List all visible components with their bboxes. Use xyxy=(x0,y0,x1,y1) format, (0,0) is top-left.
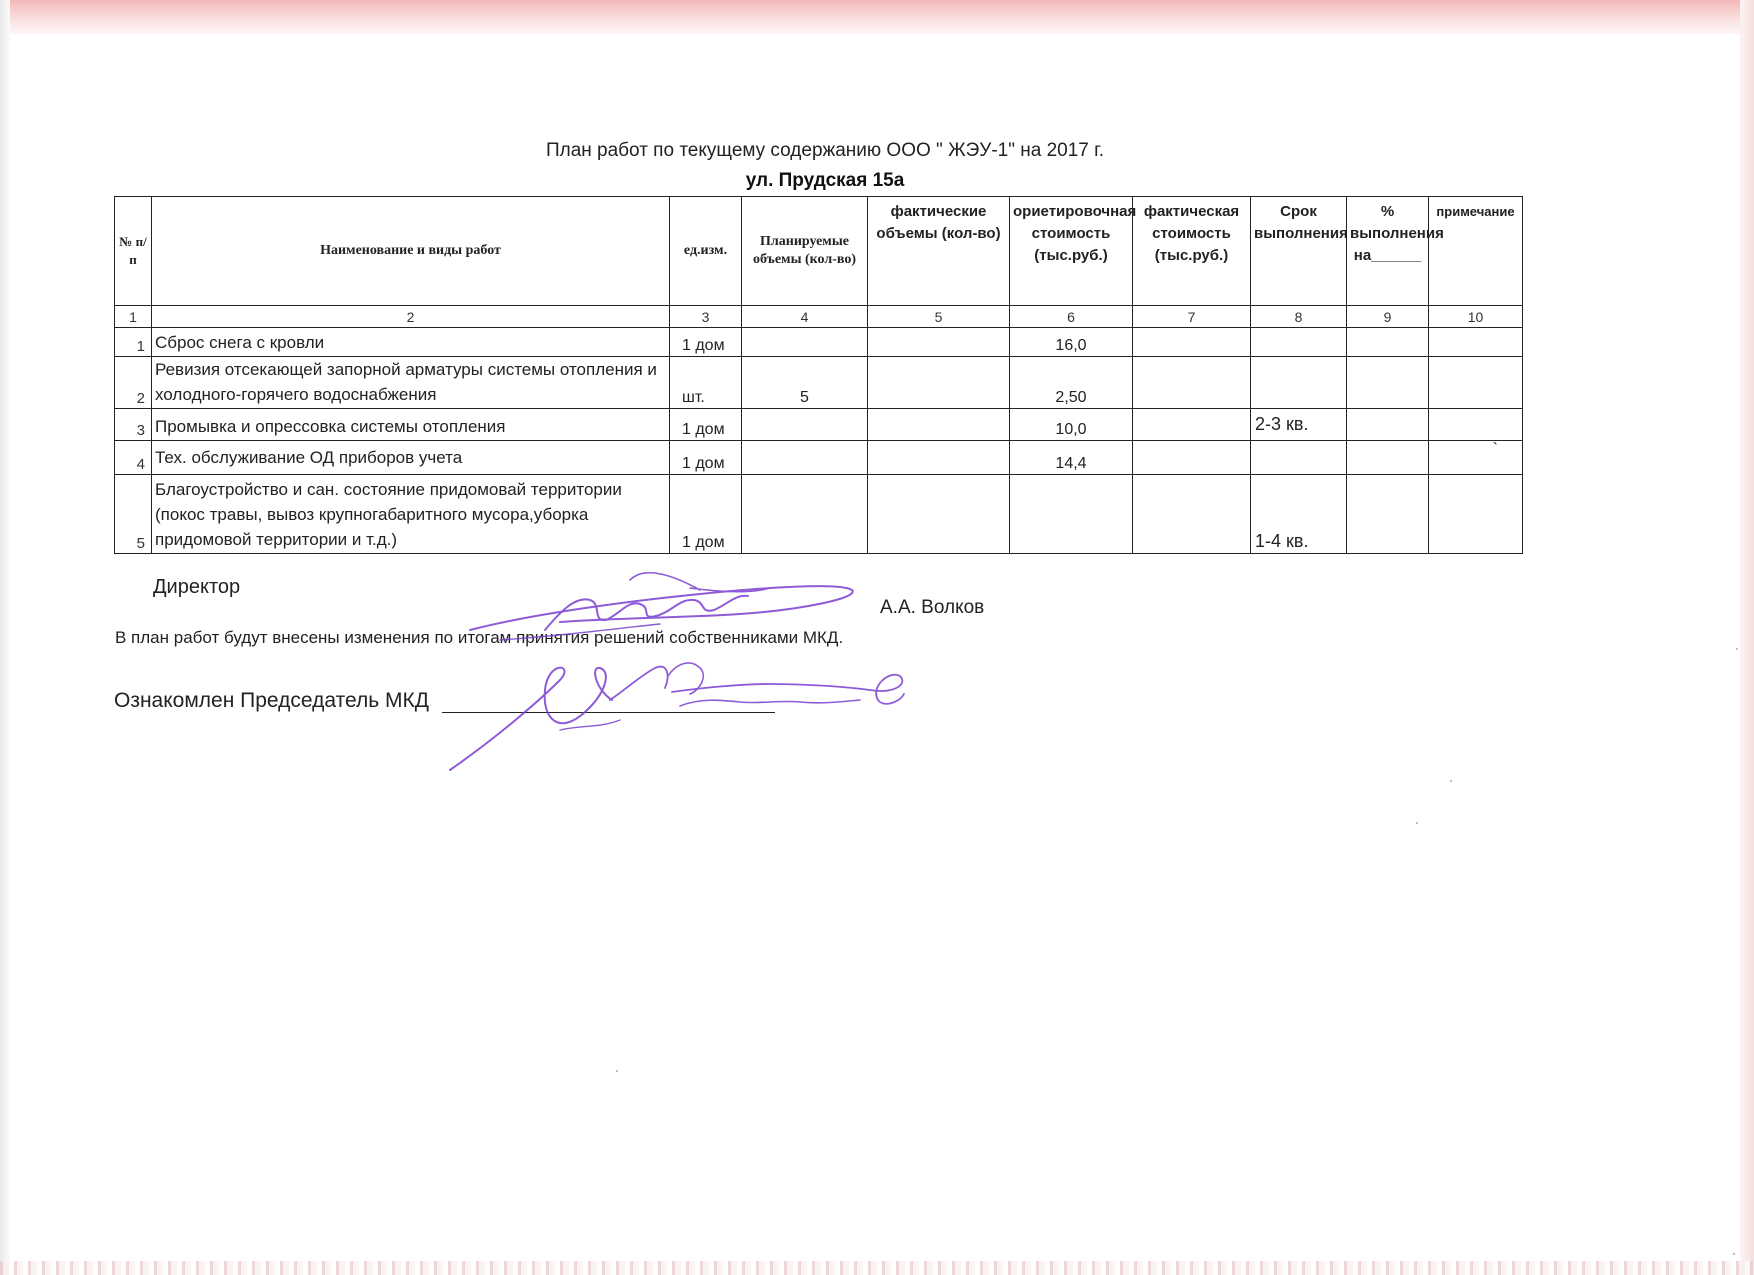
cell-note: ` xyxy=(1429,441,1523,475)
header-name: Наименование и виды работ xyxy=(152,197,670,306)
column-number: 3 xyxy=(670,306,742,328)
header-unit: ед.изм. xyxy=(670,197,742,306)
cell-num: 5 xyxy=(115,475,152,554)
cell-est-cost: 16,0 xyxy=(1010,328,1133,357)
acknowledged-label: Ознакомлен Председатель МКД xyxy=(114,689,429,712)
cell-est-cost: 10,0 xyxy=(1010,409,1133,441)
header-actual-cost: фактическая стоимость (тыс.руб.) xyxy=(1133,197,1251,306)
cell-est-cost: 14,4 xyxy=(1010,441,1133,475)
document-title: План работ по текущему содержанию ООО " ЖЭУ-1" на 2017 г. xyxy=(545,140,1105,161)
cell-unit: 1 дом xyxy=(670,441,742,475)
cell-unit: 1 дом xyxy=(670,328,742,357)
cell-term: 1-4 кв. xyxy=(1251,475,1347,554)
header-note: примечание xyxy=(1429,197,1523,306)
column-number: 1 xyxy=(115,306,152,328)
cell-unit: 1 дом xyxy=(670,409,742,441)
cell-unit: 1 дом xyxy=(670,475,742,554)
header-percent: % выполнения на______ xyxy=(1347,197,1429,306)
cell-name: Промывка и опрессовка системы отопления xyxy=(152,409,670,441)
column-number: 4 xyxy=(742,306,868,328)
cell-num: 4 xyxy=(115,441,152,475)
chairman-signature xyxy=(450,663,904,770)
director-signature xyxy=(470,573,853,640)
cell-name: Сброс снега с кровли xyxy=(152,328,670,357)
column-number: 7 xyxy=(1133,306,1251,328)
director-name: А.А. Волков xyxy=(880,597,985,618)
header-num: № п/п xyxy=(115,197,152,306)
cell-num: 3 xyxy=(115,409,152,441)
header-term: Срок выполнения xyxy=(1251,197,1347,306)
column-number: 5 xyxy=(868,306,1010,328)
cell-unit: шт. xyxy=(670,357,742,409)
document-subtitle: ул. Прудская 15а xyxy=(745,170,905,191)
cell-name: Тех. обслуживание ОД приборов учета xyxy=(152,441,670,475)
cell-name: Ревизия отсекающей запорной арматуры системы отопления и холодного-горячего водоснабжения xyxy=(152,357,670,409)
cell-num: 1 xyxy=(115,328,152,357)
cell-name: Благоустройство и сан. состояние придомовай территории (покос травы, вывоз крупногабаритного мусора,уборка придомовой территории и т.д.) xyxy=(152,475,670,554)
changes-note: В план работ будут внесены изменения по итогам принятия решений собственниками МКД. xyxy=(115,628,844,647)
cell-num: 2 xyxy=(115,357,152,409)
header-est-cost: ориетировочная стоимость (тыс.руб.) xyxy=(1010,197,1133,306)
director-label: Директор xyxy=(153,576,241,598)
header-planned: Планируемые объемы (кол-во) xyxy=(742,197,868,306)
cell-est-cost: 2,50 xyxy=(1010,357,1133,409)
cell-term: 2-3 кв. xyxy=(1251,409,1347,441)
column-number: 2 xyxy=(152,306,670,328)
column-number: 6 xyxy=(1010,306,1133,328)
column-number: 10 xyxy=(1429,306,1523,328)
column-number: 8 xyxy=(1251,306,1347,328)
header-actual-volume: фактические объемы (кол-во) xyxy=(868,197,1010,306)
cell-planned: 5 xyxy=(742,357,868,409)
column-number: 9 xyxy=(1347,306,1429,328)
